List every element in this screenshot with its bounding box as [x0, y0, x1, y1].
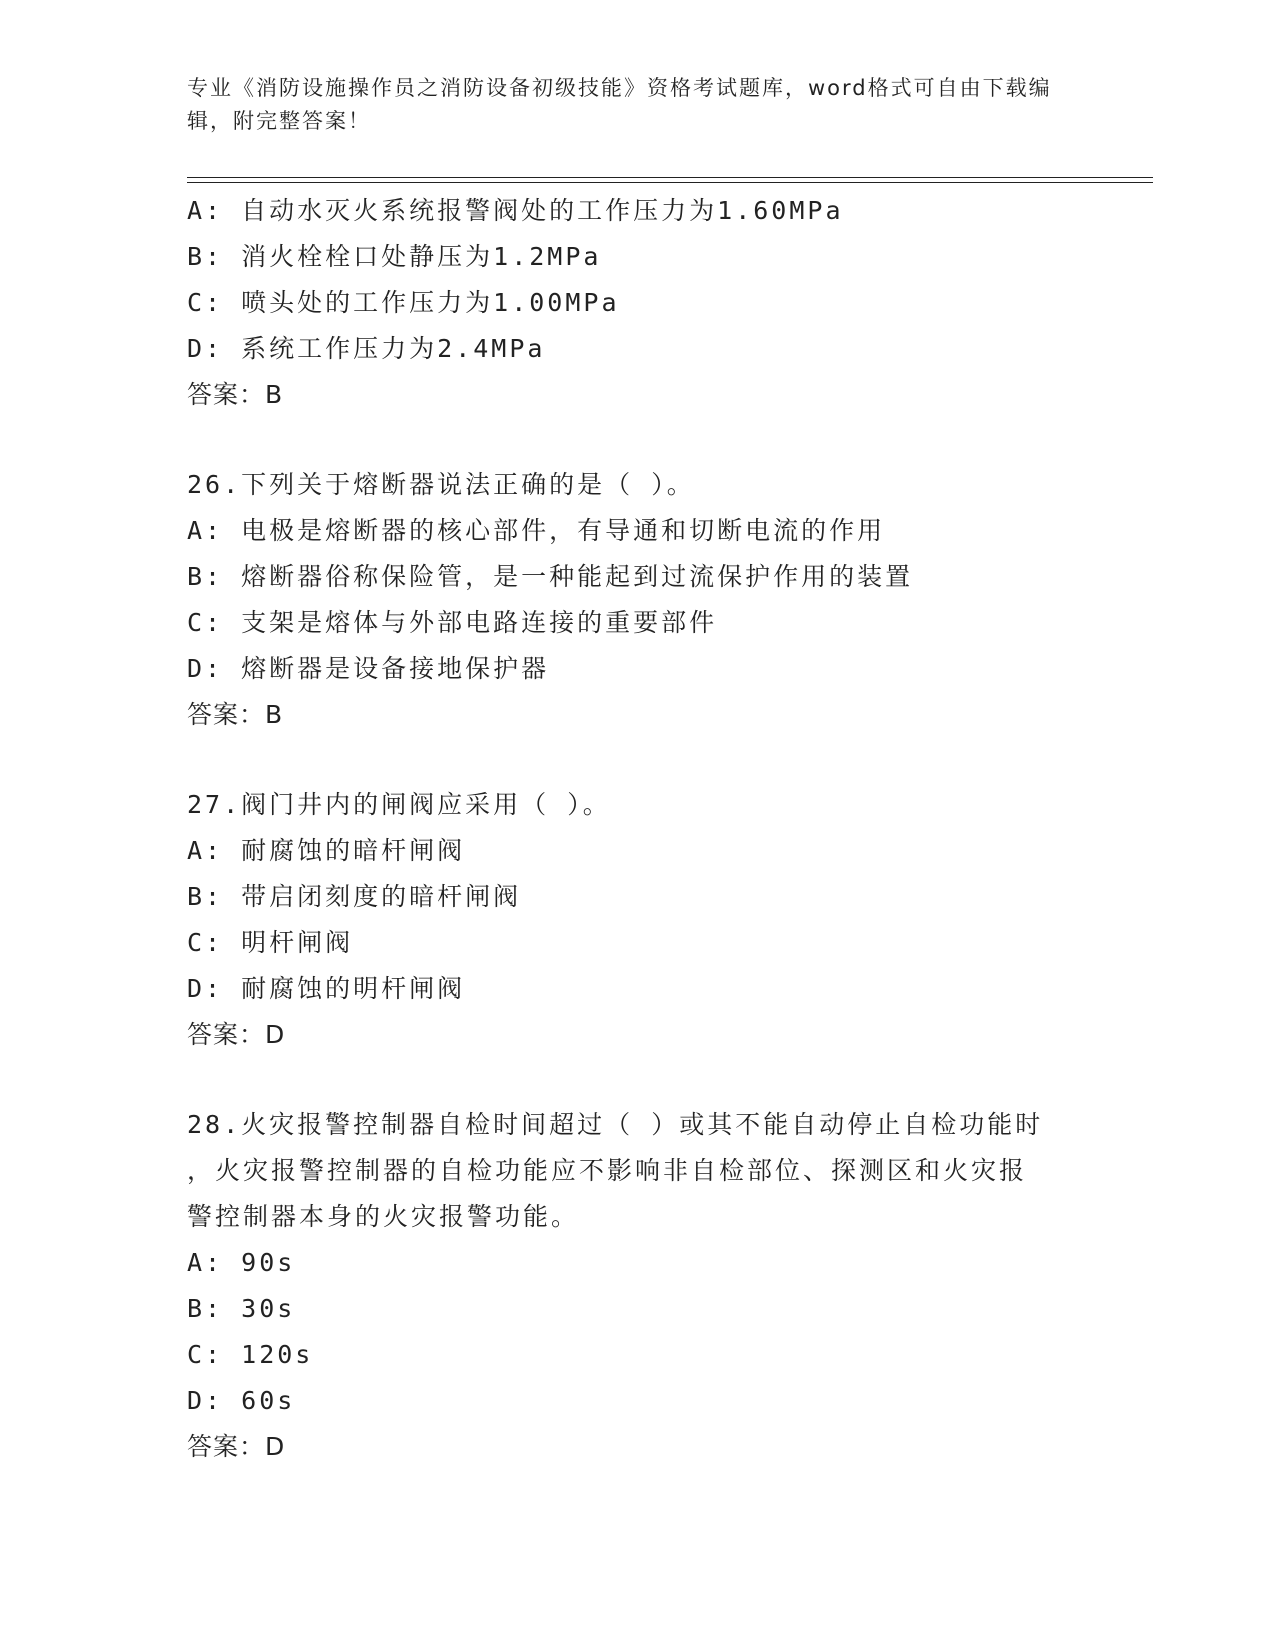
option-c: C: 喷头处的工作压力为1.00MPa	[187, 288, 620, 317]
question-stem: 27.阀门井内的闸阀应采用（ ）。	[187, 790, 611, 819]
option-b: B: 消火栓栓口处静压为1.2MPa	[187, 242, 602, 271]
option-a: A: 耐腐蚀的暗杆闸阀	[187, 836, 466, 865]
option-a: A: 电极是熔断器的核心部件，有导通和切断电流的作用	[187, 516, 886, 545]
answer: 答案：B	[187, 700, 284, 729]
option-d: D: 耐腐蚀的明杆闸阀	[187, 974, 466, 1003]
option-b: B: 30s	[187, 1294, 296, 1323]
option-c: C: 120s	[187, 1340, 314, 1369]
option-b: B: 带启闭刻度的暗杆闸阀	[187, 882, 522, 911]
question-25	[187, 188, 1127, 418]
option-a: A: 自动水灭火系统报警阀处的工作压力为1.60MPa	[187, 196, 844, 225]
question-26	[187, 462, 1127, 738]
option-d: D: 系统工作压力为2.4MPa	[187, 334, 546, 363]
option-b: B: 熔断器俗称保险管，是一种能起到过流保护作用的装置	[187, 562, 914, 591]
question-list	[187, 188, 1127, 1470]
question-stem-line-2: ，火灾报警控制器的自检功能应不影响非自检部位、探测区和火灾报	[187, 1156, 1028, 1185]
document-header: 专业《消防设施操作员之消防设备初级技能》资格考试题库，word格式可自由下载编辑，附完整答案！	[187, 76, 1052, 133]
option-c: C: 支架是熔体与外部电路连接的重要部件	[187, 608, 718, 637]
answer: 答案：D	[187, 1020, 286, 1049]
option-d: D: 60s	[187, 1386, 296, 1415]
header-rule-bottom	[187, 182, 1153, 183]
question-27	[187, 782, 1127, 1058]
header-rule-top	[187, 177, 1153, 178]
option-d: D: 熔断器是设备接地保护器	[187, 654, 550, 683]
option-c: C: 明杆闸阀	[187, 928, 354, 957]
question-stem-line-3: 警控制器本身的火灾报警功能。	[187, 1202, 580, 1231]
option-a: A: 90s	[187, 1248, 296, 1277]
question-stem: 26.下列关于熔断器说法正确的是（ ）。	[187, 470, 695, 499]
question-28	[187, 1102, 1127, 1470]
answer: 答案：D	[187, 1432, 286, 1461]
answer: 答案：B	[187, 380, 284, 409]
question-stem-line-1: 28.火灾报警控制器自检时间超过（ ）或其不能自动停止自检功能时	[187, 1110, 1044, 1139]
